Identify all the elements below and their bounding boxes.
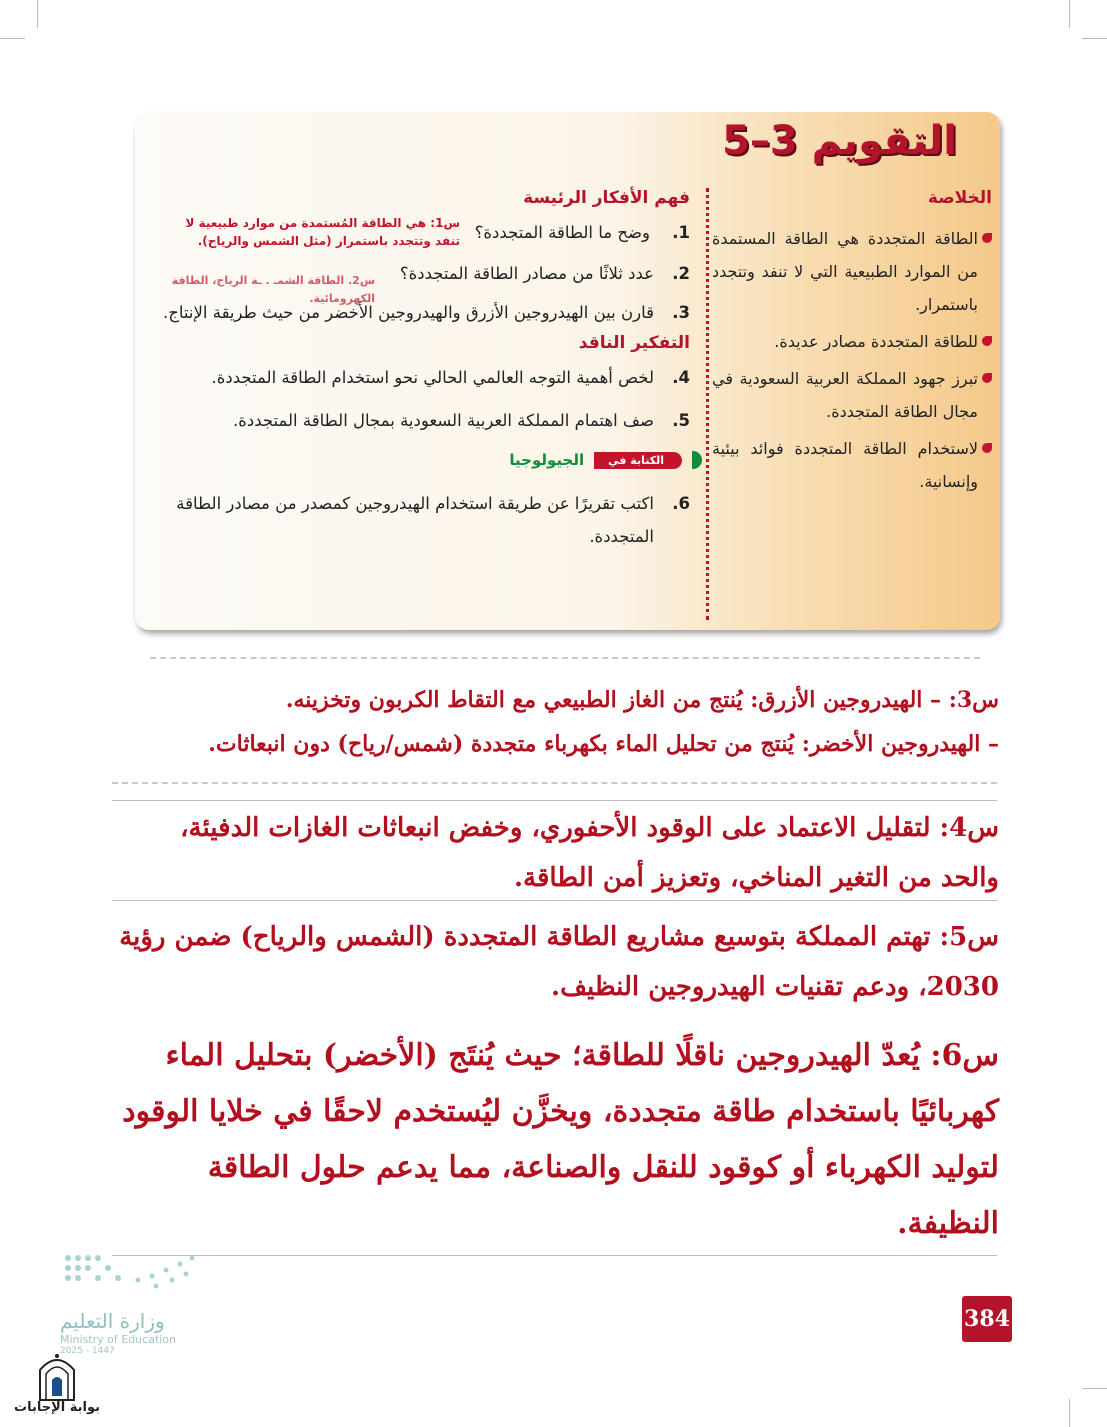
column-divider: [706, 188, 709, 620]
question-1: 1. وضح ما الطاقة المتجددة؟: [474, 223, 690, 242]
bullet-icon: [982, 336, 992, 346]
answer-3-line-2: – الهيدروجين الأخضر: يُنتج من تحليل الماء بكهرباء متجددة (شمس/رياح) دون انبعاثات.: [208, 731, 999, 757]
crop-mark: [1082, 1388, 1107, 1389]
answer-3-line-1: س3: – الهيدروجين الأزرق: يُنتج من الغاز الطبيعي مع التقاط الكربون وتخزينه.: [285, 687, 999, 713]
page-number: 384: [962, 1296, 1012, 1342]
summary-column: [712, 188, 992, 502]
review-title: التقويم 3–5: [722, 118, 957, 164]
crop-mark: [1069, 0, 1070, 28]
summary-item: للطاقة المتجددة مصادر عديدة.: [712, 325, 992, 358]
question-6: 6. اكتب تقريرًا عن طريقة استخدام الهيدروجين كمصدر من مصادر الطاقة المتجددة.: [176, 494, 690, 546]
writing-tag: الكتابة في: [594, 452, 682, 469]
crop-mark: [1082, 38, 1107, 39]
answer-6: س6: يُعدّ الهيدروجين ناقلًا للطاقة؛ حيث يُنتَج (الأخضر) بتحليل الماء كهربائيًا باستخدام طاقة متجددة، ويخزَّن ليُستخدم لاحقًا في خلايا الوقود لتوليد الكهرباء أو كوقود للنقل والصناعة، مما يدعم حلول الطاقة النظيفة.: [122, 1038, 999, 1241]
main-ideas-heading: فهم الأفكار الرئيسة: [523, 188, 690, 208]
crop-mark: [0, 38, 25, 39]
question-2: 2. عدد ثلاثًا من مصادر الطاقة المتجددة؟: [399, 264, 690, 283]
inline-answer-2: س2. الطاقة الشمـ . ـة الرياح، الطاقة الكهرومائية.: [171, 274, 375, 305]
answer-4: س4: لتقليل الاعتماد على الوقود الأحفوري، وخفض انبعاثات الغازات الدفيئة، والحد من التغير المناخي، وتعزيز أمن الطاقة.: [180, 813, 999, 893]
answer-3: [119, 678, 999, 766]
writing-tag-row: [150, 451, 690, 469]
crop-mark: [37, 0, 38, 28]
site-logo-text: بوابة الإجابات: [14, 1400, 100, 1415]
summary-item: لاستخدام الطاقة المتجددة فوائد بيئية وإنسانية.: [712, 432, 992, 498]
question-5: 5. صف اهتمام المملكة العربية السعودية بمجال الطاقة المتجددة.: [232, 411, 690, 430]
ministry-logo: [60, 1250, 210, 1356]
rule-line: [112, 800, 997, 801]
mosque-icon: [2, 1348, 112, 1403]
bullet-icon: [982, 373, 992, 383]
inline-answer-1: س1: هي الطاقة المُستمدة من موارد طبيعية لا تنفد وتتجدد باستمرار (مثل الشمس والرياح).: [185, 216, 460, 248]
question-3: 3. قارن بين الهيدروجين الأزرق والهيدروجين الأخضر من حيث طريقة الإنتاج.: [163, 303, 690, 322]
ministry-name-ar: وزارة التعليم: [60, 1309, 165, 1333]
question-4: 4. لخص أهمية التوجه العالمي الحالي نحو استخدام الطاقة المتجددة.: [211, 368, 690, 387]
site-logo[interactable]: [2, 1348, 112, 1423]
summary-item: تبرز جهود المملكة العربية السعودية في مجال الطاقة المتجددة.: [712, 362, 992, 428]
bullet-icon: [982, 443, 992, 453]
rule-line: [112, 1255, 997, 1256]
summary-item: الطاقة المتجددة هي الطاقة المستمدة من الموارد الطبيعية التي لا تنفد وتتجدد باستمرار.: [712, 222, 992, 321]
ministry-dots-icon: [60, 1250, 200, 1295]
dashed-separator: [150, 657, 980, 659]
critical-thinking-heading: التفكير الناقد: [578, 333, 690, 353]
bullet-icon: [982, 233, 992, 243]
summary-heading: الخلاصة: [927, 188, 992, 208]
writing-subject: الجيولوجيا: [509, 451, 585, 469]
ministry-year: 2025 - 1447: [60, 1346, 115, 1356]
ministry-name-en: Ministry of Education: [60, 1333, 177, 1346]
crop-mark: [1069, 1399, 1070, 1427]
dashed-separator: [112, 782, 997, 784]
answer-5: س5: تهتم المملكة بتوسيع مشاريع الطاقة المتجددة (الشمس والرياح) ضمن رؤية 2030، ودعم تقنيات الهيدروجين النظيف.: [119, 922, 999, 1002]
